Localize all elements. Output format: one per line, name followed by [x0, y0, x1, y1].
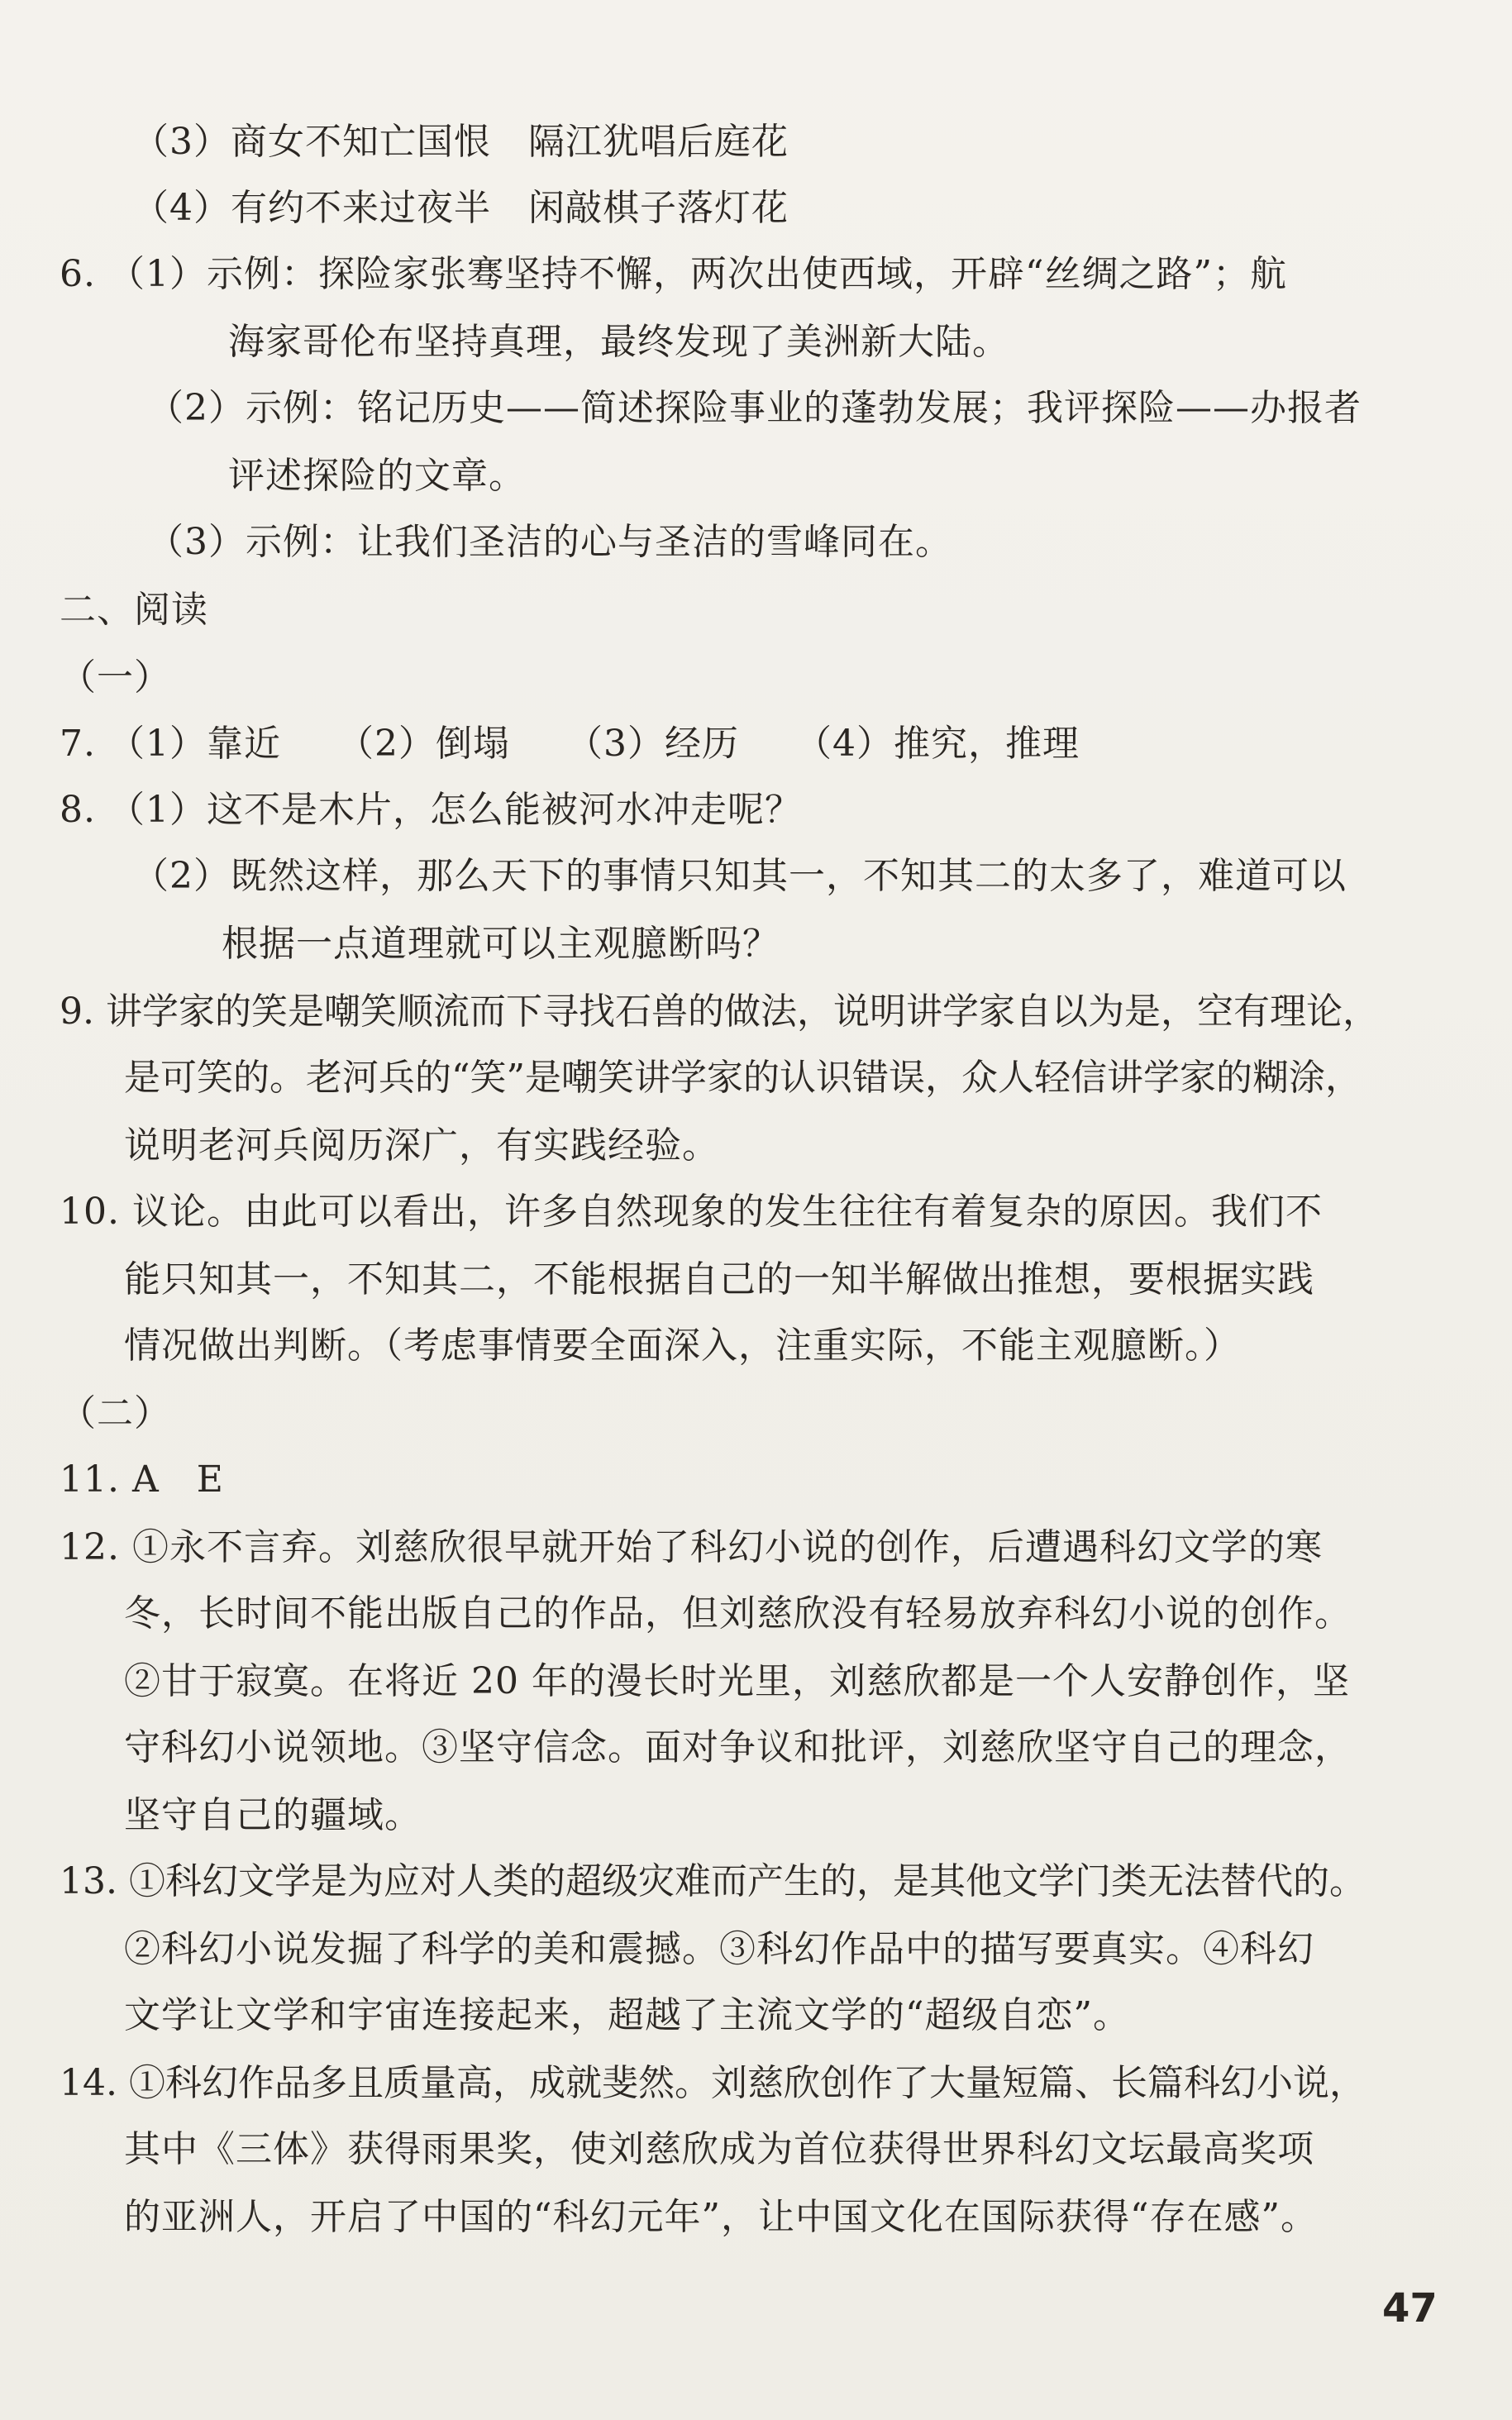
text-line: 12. ①永不言弃。刘慈欣很早就开始了科幻小说的创作，后遭遇科幻文学的寒 [60, 1526, 1323, 1568]
text-line: 守科幻小说领地。③坚守信念。面对争议和批评，刘慈欣坚守自己的理念， [124, 1726, 1352, 1768]
text-line: ②甘于寂寞。在将近 20 年的漫长时光里，刘慈欣都是一个人安静创作，坚 [124, 1660, 1350, 1702]
text-line: 冬，长时间不能出版自己的作品，但刘慈欣没有轻易放弃科幻小说的创作。 [124, 1592, 1352, 1635]
text-line: 9. 讲学家的笑是嘲笑顺流而下寻找石兽的做法，说明讲学家自以为是，空有理论， [60, 990, 1379, 1033]
subsection-heading: （二） [60, 1392, 171, 1434]
text-line: 说明老河兵阅历深广，有实践经验。 [124, 1124, 719, 1167]
text-line: 10. 议论。由此可以看出，许多自然现象的发生往往有着复杂的原因。我们不 [60, 1191, 1323, 1233]
text-line: ②科幻小说发掘了科学的美和震撼。③科幻作品中的描写要真实。④科幻 [124, 1928, 1314, 1970]
text-line: （2）示例：铭记历史——简述探险事业的蓬勃发展；我评探险——办报者 [147, 387, 1362, 429]
text-line: 14. ①科幻作品多且质量高，成就斐然。刘慈欣创作了大量短篇、长篇科幻小说， [60, 2062, 1366, 2104]
text-line: 评述探险的文章。 [228, 455, 526, 497]
text-line: 能只知其一，不知其二，不能根据自己的一知半解做出推想，要根据实践 [124, 1258, 1314, 1301]
text-line: （3）商女不知亡国恨 隔江犹唱后庭花 [132, 121, 789, 163]
text-line: 情况做出判断。（考虑事情要全面深入，注重实际，不能主观臆断。） [124, 1325, 1241, 1367]
text-line: （4）有约不来过夜半 闲敲棋子落灯花 [132, 187, 789, 229]
text-line: 7. （1）靠近 （2）倒塌 （3）经历 （4）推究，推理 [60, 723, 1080, 765]
page-number: 47 [1382, 2285, 1438, 2332]
text-line: 海家哥伦布坚持真理，最终发现了美洲新大陆。 [228, 321, 1009, 363]
text-line: 11. A E [60, 1458, 224, 1501]
text-line: 6. （1）示例：探险家张骞坚持不懈，两次出使西域，开辟“丝绸之路”；航 [60, 253, 1287, 295]
text-line: 其中《三体》获得雨果奖，使刘慈欣成为首位获得世界科幻文坛最高奖项 [124, 2128, 1314, 2170]
text-line: （3）示例：让我们圣洁的心与圣洁的雪峰同在。 [147, 521, 952, 563]
text-line: （2）既然这样，那么天下的事情只知其一，不知其二的太多了，难道可以 [132, 855, 1347, 897]
section-heading: 二、阅读 [60, 589, 208, 631]
text-line: 8. （1）这不是木片，怎么能被河水冲走呢？ [60, 789, 802, 831]
text-line: 文学让文学和宇宙连接起来，超越了主流文学的“超级自恋”。 [124, 1994, 1130, 2036]
text-line: 根据一点道理就可以主观臆断吗？ [222, 923, 780, 965]
text-line: 坚守自己的疆域。 [124, 1794, 422, 1836]
text-line: 的亚洲人，开启了中国的“科幻元年”，让中国文化在国际获得“存在感”。 [124, 2196, 1318, 2238]
subsection-heading: （一） [60, 656, 171, 699]
text-line: 13. ①科幻文学是为应对人类的超级灾难而产生的，是其他文学门类无法替代的。 [60, 1860, 1366, 1902]
text-line: 是可笑的。老河兵的“笑”是嘲笑讲学家的认识错误，众人轻信讲学家的糊涂， [124, 1057, 1362, 1099]
